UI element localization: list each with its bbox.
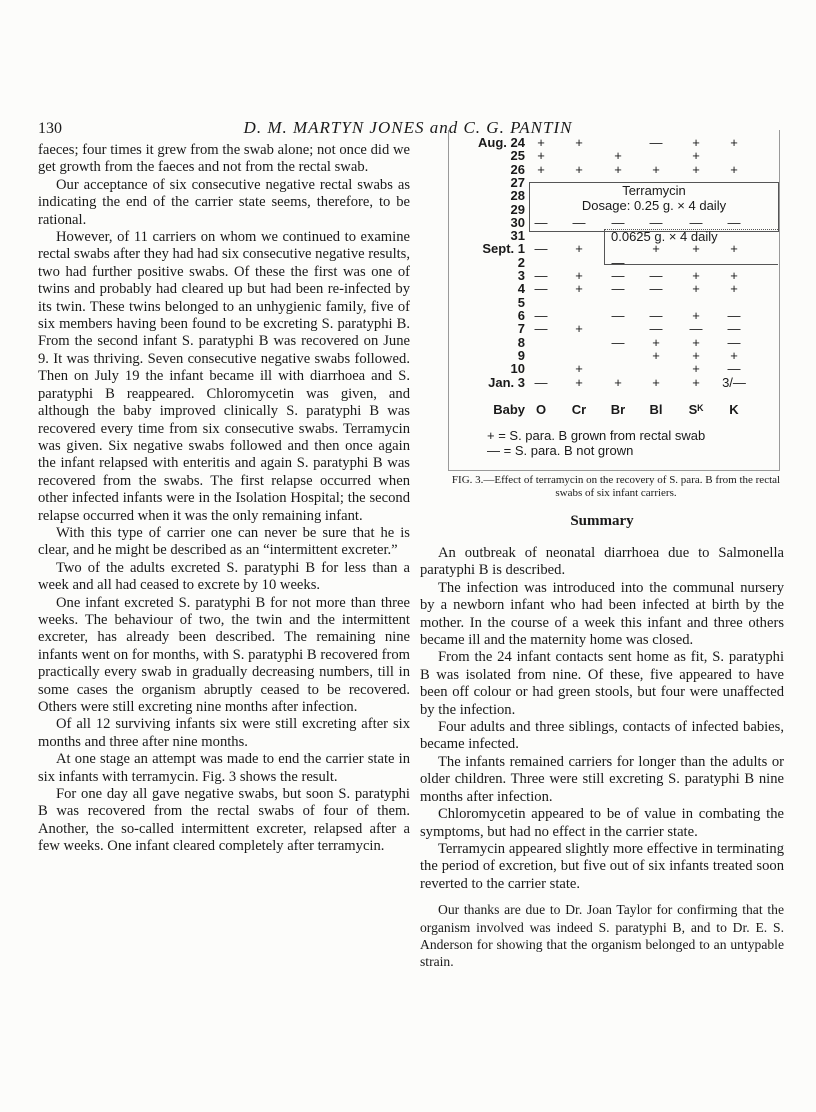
swab-result: + xyxy=(614,375,622,390)
swab-result: — xyxy=(534,321,548,337)
date-label: 4 xyxy=(517,281,525,297)
legend-minus: — = S. para. B not grown xyxy=(487,443,634,458)
swab-result: + xyxy=(692,281,700,297)
swab-result: + xyxy=(575,135,583,150)
swab-result: — xyxy=(649,321,663,337)
swab-result: + xyxy=(575,375,583,390)
swab-result: — xyxy=(689,214,703,230)
swab-result: — xyxy=(727,361,741,377)
reduced-dosage-box xyxy=(604,229,778,265)
swab-result: + xyxy=(652,375,660,390)
terramycin-box xyxy=(529,182,779,232)
date-label: 31 xyxy=(510,228,525,244)
swab-result: — xyxy=(611,307,625,323)
swab-result: — xyxy=(649,307,663,323)
swab-result: — xyxy=(611,254,625,270)
paragraph: The infection was introduced into the communal nursery by a newborn infant who had been infected at birth by the mother. In the course of a week this infant and three others became ill and the maternity home was closed. xyxy=(420,579,784,649)
swab-result: + xyxy=(730,135,738,150)
swab-result: + xyxy=(730,268,738,283)
swab-result: — xyxy=(572,214,586,230)
paragraph: faeces; four times it grew from the swab alone; not once did we get growth from the faeces and not from the rectal swab. xyxy=(38,142,410,176)
swab-result: + xyxy=(614,161,622,177)
swab-result: + xyxy=(692,148,700,164)
left-column xyxy=(38,142,410,856)
paragraph: However, of 11 carriers on whom we continued to examine rectal swabs after they had had six consecutive negative results, two had further positive swabs. Of these the first was one of twins and probably had cleared up but had been re-infected by its twin. These twins belonged to an unhygienic family, five of six members having been found to be excreting S. paratyphi B. From the second infant S. paratyphi B was recovered on June 9. It was thriving. Seven consecutive negative swabs followed. Then on July 19 the infant became ill with diarrhoea and S. paratyphi B reappeared. Chloromycetin was given, and although the baby improved clinically S. paratyphi B was recovered every time from six consecutive swabs. Terramycin was given. Six negative swabs followed and then once again the infant relapsed with enteritis and again S. paratyphi B was recovered from the swabs. The first relapse occurred when other infected infants were in the Isolation Hospital; the second relapse occurred when it was the only remaining infant. xyxy=(38,229,411,524)
swab-result: + xyxy=(730,281,738,297)
swab-result: + xyxy=(692,268,700,283)
acknowledgement: Our thanks are due to Dr. Joan Taylor for confirming that the organism involved was indeed S. paratyphi B, and to Dr. E. S. Anderson for showing that the organism belonged to an untypable strain. xyxy=(420,902,784,970)
swab-result: + xyxy=(652,161,660,177)
swab-result: — xyxy=(611,334,625,350)
swab-result: — xyxy=(649,135,663,150)
date-label: 3 xyxy=(517,268,525,283)
swab-result: — xyxy=(534,214,548,230)
paragraph: At one stage an attempt was made to end the carrier state in six infants with terramycin. Fig. 3 shows the result. xyxy=(38,751,410,785)
swab-result: + xyxy=(537,135,545,150)
date-label: 8 xyxy=(517,334,525,350)
swab-result: + xyxy=(614,148,622,164)
date-label: 29 xyxy=(510,201,525,217)
baby-column-header: Cr xyxy=(571,402,587,417)
swab-result: — xyxy=(649,268,663,283)
figure-3-table xyxy=(448,130,780,471)
swab-result: — xyxy=(727,214,741,230)
swab-result: — xyxy=(727,321,741,337)
paragraph: The infants remained carriers for longer than the adults or older children. Three were still excreting S. paratyphi B nine months after infection. xyxy=(420,753,784,805)
date-label: 10 xyxy=(510,361,525,377)
swab-result: — xyxy=(649,281,663,297)
swab-result: + xyxy=(652,347,660,363)
swab-result: + xyxy=(730,347,738,363)
date-label: 9 xyxy=(517,347,525,363)
page-number: 130 xyxy=(38,120,62,137)
swab-result: + xyxy=(692,241,700,257)
box-dosage: Dosage: 0.25 g. × 4 daily xyxy=(581,198,727,213)
paragraph: Our acceptance of six consecutive negative rectal swabs as indicating the end of the carrier state seems, therefore, to be rational. xyxy=(38,176,410,228)
baby-label: Baby xyxy=(493,402,525,417)
date-label: 2 xyxy=(517,254,525,270)
swab-result: + xyxy=(692,375,700,390)
swab-result: — xyxy=(534,281,548,297)
paragraph: From the 24 infant contacts sent home as fit, S. paratyphi B was isolated from nine. Of these, five appeared to have been off colour or had green stools, but four were unaffected by the infection. xyxy=(420,649,784,718)
swab-result: + xyxy=(692,361,700,377)
date-label: Sept. 1 xyxy=(482,241,525,257)
swab-result: + xyxy=(575,241,583,257)
swab-result: — xyxy=(689,321,703,337)
right-column xyxy=(420,545,784,971)
swab-result: — xyxy=(649,214,663,230)
swab-result: — xyxy=(611,268,625,283)
legend-plus: + = S. para. B grown from rectal swab xyxy=(487,428,706,443)
swab-result: + xyxy=(652,241,660,257)
date-label: 6 xyxy=(517,307,525,323)
date-label: 25 xyxy=(510,148,525,164)
paragraph: An outbreak of neonatal diarrhoea due to Salmonella paratyphi B is described. xyxy=(420,545,784,579)
swab-result: + xyxy=(537,161,545,177)
paragraph: One infant excreted S. paratyphi B for not more than three weeks. The behaviour of two, the twin and the intermittent excreter, has already been described. The remaining nine infants went on for months, with S. paratyphi B recovered from practically every swab in gradually decreasing numbers, till in some cases the organism abruptly ceased to be recovered. Others were still excreting nine months after infection. xyxy=(38,594,410,715)
swab-result: — xyxy=(534,268,548,283)
swab-result: — xyxy=(534,375,548,390)
paragraph: Chloromycetin appeared to be of value in combating the symptoms, but had no effect in the carrier state. xyxy=(420,806,784,840)
swab-result: + xyxy=(575,281,583,297)
swab-result: — xyxy=(611,214,625,230)
summary-heading: Summary xyxy=(570,513,634,529)
swab-result: 3/— xyxy=(722,375,746,390)
paragraph: With this type of carrier one can never be sure that he is clear, and he might be described as an “intermittent excreter.” xyxy=(38,524,410,559)
swab-result: + xyxy=(575,361,583,377)
baby-column-header: Bl xyxy=(649,402,663,417)
paragraph: Terramycin appeared slightly more effective in terminating the period of excretion, but five out of six infants treated soon reverted to the carrier state. xyxy=(420,840,784,892)
box-dosage: 0.0625 g. × 4 daily xyxy=(611,229,718,244)
swab-result: + xyxy=(575,161,583,177)
swab-result: + xyxy=(692,307,700,323)
swab-result: + xyxy=(575,321,583,337)
swab-result: + xyxy=(575,268,583,283)
box-title: Terramycin xyxy=(622,183,686,198)
swab-result: + xyxy=(652,334,660,350)
paragraph: For one day all gave negative swabs, but soon S. paratyphi B was recovered from the rectal swabs of four of them. Another, the so-called intermittent excreter, relapsed after a few weeks. One infant cleared completely after terramycin. xyxy=(38,786,410,855)
figure-caption: FIG. 3.—Effect of terramycin on the recovery of S. para. B from the rectal swabs of six infant carriers. xyxy=(451,474,781,499)
swab-result: + xyxy=(692,135,700,150)
swab-result: — xyxy=(534,241,548,257)
paragraph: Of all 12 surviving infants six were still excreting after six months and three after nine months. xyxy=(38,716,410,750)
swab-result: + xyxy=(692,347,700,363)
swab-result: — xyxy=(611,281,625,297)
running-head: D. M. MARTYN JONES and C. G. PANTIN xyxy=(243,118,573,137)
baby-column-header: O xyxy=(535,402,547,417)
swab-result: + xyxy=(730,241,738,257)
paragraph: Two of the adults excreted S. paratyphi B for less than a week and all had ceased to excrete by 10 weeks. xyxy=(38,559,410,594)
legend xyxy=(487,428,705,458)
swab-result: — xyxy=(727,307,741,323)
swab-grid xyxy=(449,130,779,420)
swab-result: + xyxy=(730,161,738,177)
swab-result: + xyxy=(692,334,700,350)
date-label: 5 xyxy=(517,294,525,310)
swab-result: + xyxy=(692,161,700,177)
baby-column-header: Br xyxy=(610,402,626,417)
baby-column-header: K xyxy=(729,402,739,417)
paragraph: Four adults and three siblings, contacts of infected babies, became infected. xyxy=(420,719,784,753)
date-label: 26 xyxy=(510,161,525,177)
swab-result: — xyxy=(534,307,548,323)
date-label: Jan. 3 xyxy=(488,375,525,390)
swab-result: — xyxy=(727,334,741,350)
date-label: 27 xyxy=(510,174,525,190)
swab-result: + xyxy=(537,148,545,164)
date-label: 7 xyxy=(517,321,525,337)
date-label: Aug. 24 xyxy=(478,135,525,150)
date-label: 28 xyxy=(510,188,525,204)
date-label: 30 xyxy=(510,214,525,230)
baby-column-header: Sᴷ xyxy=(688,402,704,417)
